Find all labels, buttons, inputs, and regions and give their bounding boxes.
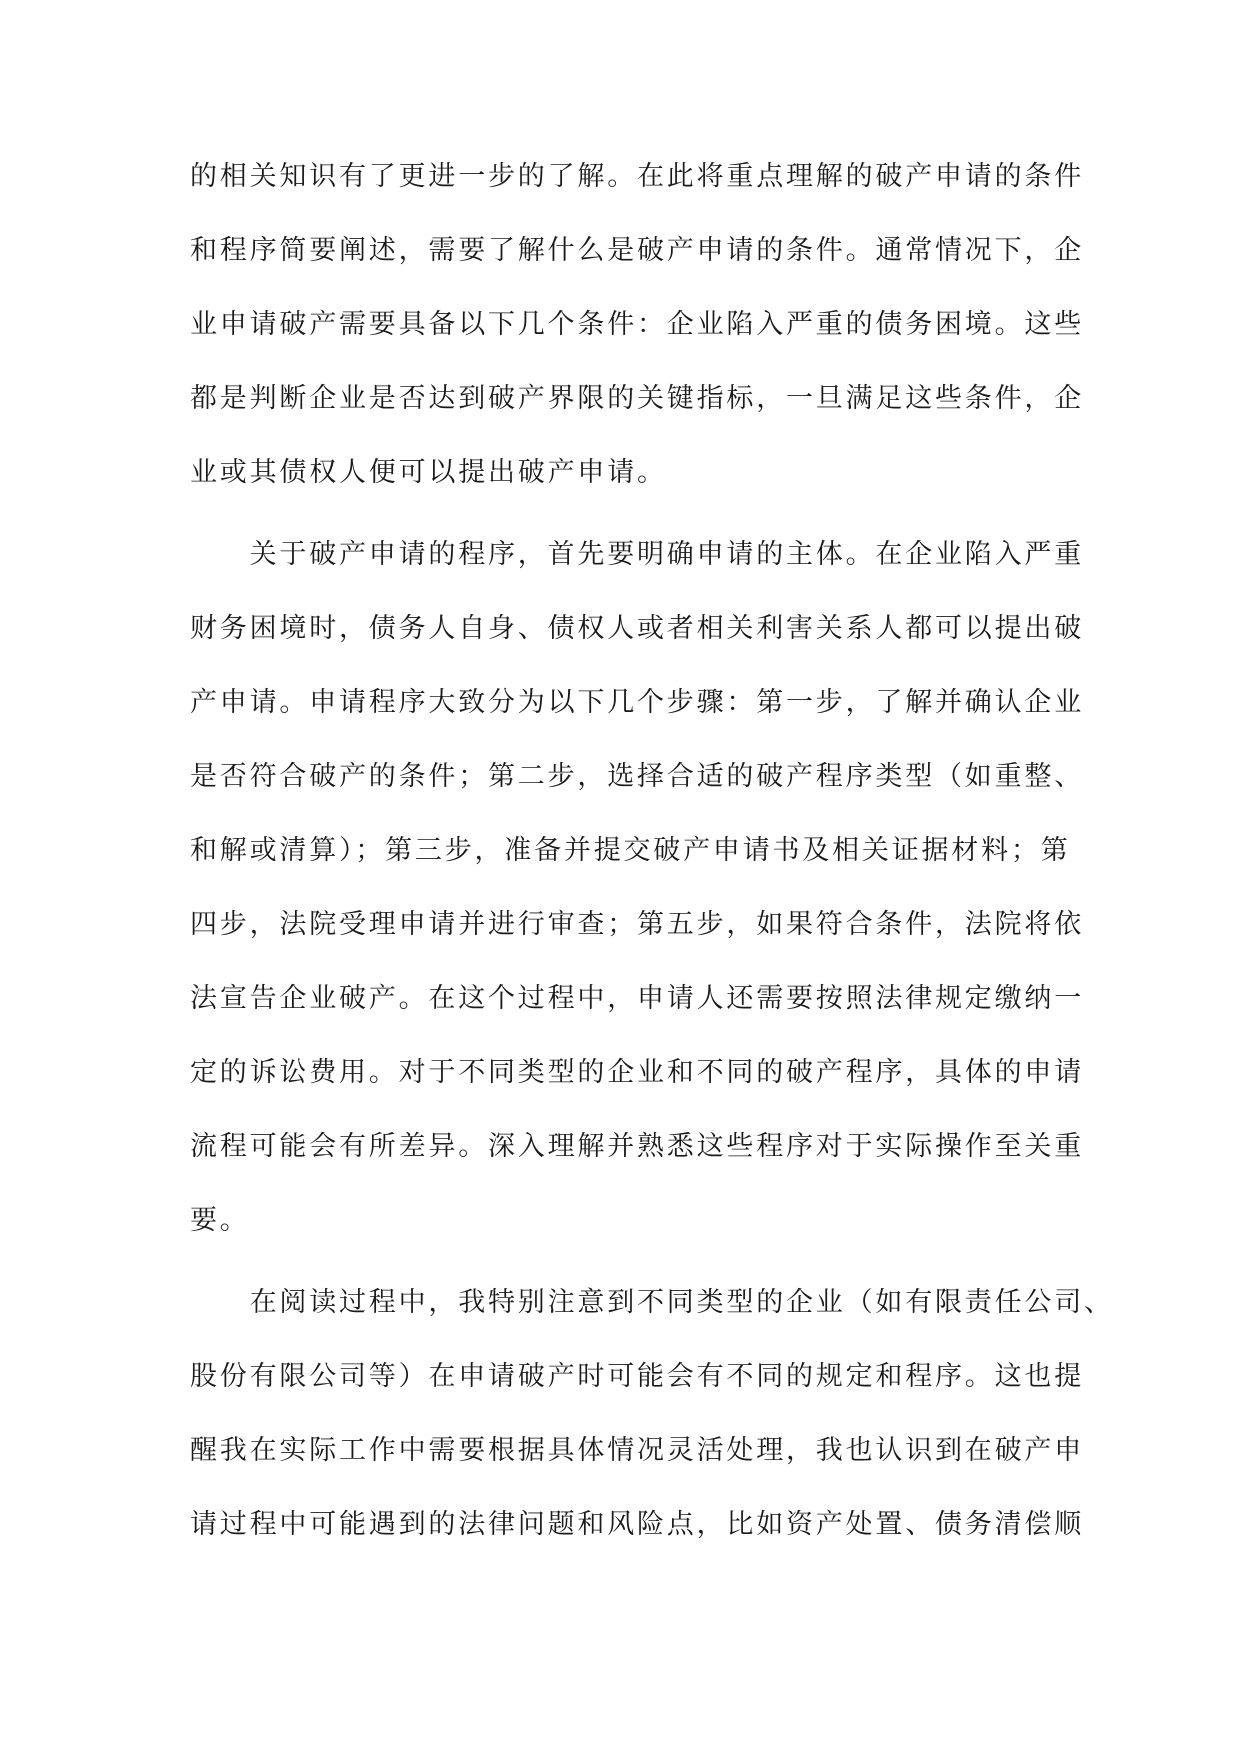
text-line: 要。 (190, 1205, 250, 1236)
text-line: 四步，法院受理申请并进行审查；第五步，如果符合条件，法院将依 (190, 909, 1084, 940)
text-line: 请过程中可能遇到的法律问题和风险点，比如资产处置、债务清偿顺 (190, 1509, 1084, 1540)
text-line: 和解或清算）；第三步，准备并提交破产申请书及相关证据材料；第 (190, 835, 1071, 866)
text-line: 业或其债权人便可以提出破产申请。 (190, 457, 667, 488)
text-line: 都是判断企业是否达到破产界限的关键指标，一旦满足这些条件，企 (190, 383, 1084, 414)
text-line: 定的诉讼费用。对于不同类型的企业和不同的破产程序，具体的申请 (190, 1057, 1084, 1088)
text-line: 流程可能会有所差异。深入理解并熟悉这些程序对于实际操作至关重 (190, 1131, 1084, 1162)
text-line: 是否符合破产的条件；第二步，选择合适的破产程序类型（如重整、 (190, 761, 1084, 792)
text-line: 和程序简要阐述，需要了解什么是破产申请的条件。通常情况下，企 (190, 235, 1084, 266)
text-line: 的相关知识有了更进一步的了解。在此将重点理解的破产申请的条件 (190, 161, 1084, 192)
text-line: 在阅读过程中，我特别注意到不同类型的企业（如有限责任公司、 (190, 1287, 1114, 1318)
text-line: 业申请破产需要具备以下几个条件：企业陷入严重的债务困境。这些 (190, 309, 1084, 340)
text-line: 财务困境时，债务人自身、债权人或者相关利害关系人都可以提出破 (190, 613, 1084, 644)
text-line: 法宣告企业破产。在这个过程中，申请人还需要按照法律规定缴纳一 (190, 983, 1084, 1014)
body-text (190, 150, 1114, 1572)
text-line: 股份有限公司等）在申请破产时可能会有不同的规定和程序。这也提 (190, 1361, 1084, 1392)
text-line: 醒我在实际工作中需要根据具体情况灵活处理，我也认识到在破产申 (190, 1435, 1084, 1466)
text-line: 产申请。申请程序大致分为以下几个步骤：第一步，了解并确认企业 (190, 687, 1084, 718)
text-line: 关于破产申请的程序，首先要明确申请的主体。在企业陷入严重 (190, 539, 1084, 570)
